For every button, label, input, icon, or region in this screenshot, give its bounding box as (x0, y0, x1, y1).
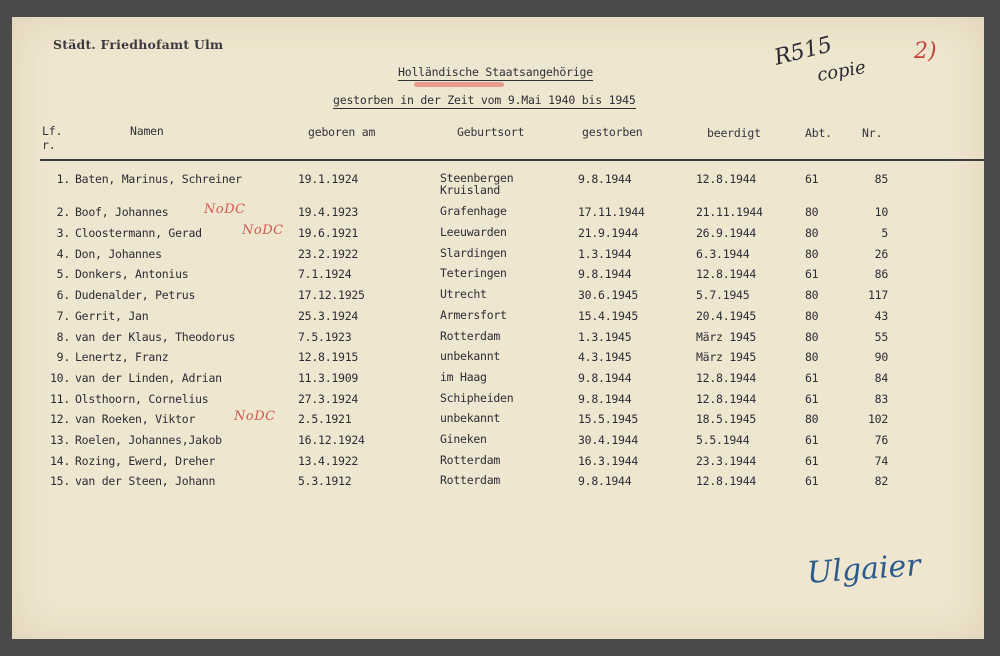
row-born: 16.12.1924 (298, 433, 365, 447)
row-name: Boof, Johannes (75, 205, 169, 219)
row-name: van Roeken, Viktor (75, 412, 196, 426)
row-number: 9. (56, 350, 70, 364)
row-buried: 12.8.1944 (696, 371, 757, 385)
handwritten-copy-note: copie (815, 56, 868, 87)
document-page (12, 17, 984, 639)
row-died: 16.3.1944 (578, 454, 639, 468)
row-birthplace: Schipheiden (440, 391, 514, 405)
column-header-died: gestorben (582, 125, 643, 139)
row-abt: 80 (805, 247, 819, 261)
row-buried: März 1945 (696, 330, 757, 344)
row-number: 5. (56, 267, 70, 281)
row-abt: 61 (805, 454, 819, 468)
row-born: 19.6.1921 (298, 226, 359, 240)
row-abt: 61 (805, 371, 819, 385)
row-name: Olsthoorn, Cornelius (75, 392, 209, 406)
row-name: Lenertz, Franz (75, 350, 169, 364)
row-birthplace: Teteringen (440, 266, 507, 280)
row-number: 12. (49, 412, 70, 426)
row-number: 6. (56, 288, 70, 302)
row-abt: 80 (805, 330, 819, 344)
row-buried: 5.5.1944 (696, 433, 750, 447)
row-died: 21.9.1944 (578, 226, 639, 240)
row-buried: März 1945 (696, 350, 757, 364)
row-note: NoDC (242, 223, 284, 238)
row-number: 13. (49, 433, 70, 447)
column-header-lfr (42, 124, 62, 152)
row-died: 9.8.1944 (578, 172, 632, 186)
row-abt: 80 (805, 350, 819, 364)
row-buried: 12.8.1944 (696, 267, 757, 281)
row-number: 11. (49, 392, 70, 406)
row-died: 1.3.1944 (578, 247, 632, 261)
column-header-buried: beerdigt (707, 126, 761, 140)
row-died: 1.3.1945 (578, 330, 632, 344)
row-note: NoDC (234, 409, 276, 424)
row-number: 10. (49, 371, 70, 385)
row-name: Roelen, Johannes,Jakob (75, 433, 222, 447)
column-header-birthplace: Geburtsort (457, 125, 525, 139)
row-nr: 117 (867, 288, 888, 302)
row-abt: 80 (805, 226, 819, 240)
row-name: van der Linden, Adrian (75, 371, 222, 385)
row-birthplace: Rotterdam (440, 473, 501, 487)
row-name: Dudenalder, Petrus (75, 288, 196, 302)
row-died: 9.8.1944 (578, 267, 632, 281)
row-birthplace: Armersfort (440, 308, 507, 322)
row-died: 9.8.1944 (578, 474, 632, 488)
row-birthplace: unbekannt (440, 349, 501, 363)
row-died: 30.6.1945 (578, 288, 639, 302)
row-birthplace: Steenbergen Kruisland (440, 171, 514, 197)
row-nr: 83 (874, 392, 888, 406)
row-buried: 6.3.1944 (696, 247, 750, 261)
row-name: Donkers, Antonius (75, 267, 189, 281)
row-buried: 12.8.1944 (696, 172, 757, 186)
document-title: Holländische Staatsangehörige (398, 65, 593, 79)
row-number: 14. (49, 454, 70, 468)
row-born: 5.3.1912 (298, 474, 352, 488)
row-abt: 61 (805, 267, 819, 281)
row-number: 1. (56, 172, 70, 186)
row-abt: 80 (805, 205, 819, 219)
page-number: 2) (914, 39, 937, 64)
row-abt: 80 (805, 309, 819, 323)
column-header-nr: Nr. (862, 126, 883, 140)
row-birthplace: unbekannt (440, 411, 501, 425)
row-name: Cloostermann, Gerad (75, 226, 202, 240)
red-underline-mark (414, 82, 504, 87)
row-nr: 86 (874, 267, 888, 281)
row-buried: 26.9.1944 (696, 226, 757, 240)
column-header-born: geboren am (308, 125, 376, 139)
row-buried: 5.7.1945 (696, 288, 750, 302)
row-died: 15.5.1945 (578, 412, 639, 426)
row-birthplace: Gineken (440, 432, 487, 446)
row-buried: 20.4.1945 (696, 309, 757, 323)
row-nr: 26 (874, 247, 888, 261)
row-nr: 90 (874, 350, 888, 364)
handwritten-reference: R515 (771, 32, 835, 71)
row-nr: 85 (874, 172, 888, 186)
row-died: 30.4.1944 (578, 433, 639, 447)
row-died: 9.8.1944 (578, 371, 632, 385)
row-born: 27.3.1924 (298, 392, 359, 406)
row-name: van der Steen, Johann (75, 474, 216, 488)
row-died: 9.8.1944 (578, 392, 632, 406)
row-birthplace: Utrecht (440, 287, 487, 301)
row-born: 2.5.1921 (298, 412, 352, 426)
row-number: 15. (49, 474, 70, 488)
row-buried: 23.3.1944 (696, 454, 757, 468)
row-birthplace: Leeuwarden (440, 225, 507, 239)
office-heading: Städt. Friedhofamt Ulm (53, 37, 224, 52)
row-buried: 12.8.1944 (696, 392, 757, 406)
signature: Ulgaier (805, 548, 922, 591)
row-abt: 61 (805, 474, 819, 488)
row-number: 8. (56, 330, 70, 344)
row-nr: 82 (874, 474, 888, 488)
header-rule (40, 159, 984, 161)
row-birthplace: Slardingen (440, 246, 507, 260)
row-buried: 21.11.1944 (696, 205, 763, 219)
row-birthplace: Grafenhage (440, 204, 507, 218)
document-subtitle: gestorben in der Zeit vom 9.Mai 1940 bis 1945 (333, 93, 636, 107)
row-name: van der Klaus, Theodorus (75, 330, 236, 344)
row-number: 2. (56, 205, 70, 219)
row-nr: 84 (874, 371, 888, 385)
row-nr: 5 (881, 226, 888, 240)
row-number: 4. (56, 247, 70, 261)
row-nr: 76 (874, 433, 888, 447)
row-buried: 12.8.1944 (696, 474, 757, 488)
row-born: 12.8.1915 (298, 350, 359, 364)
row-name: Gerrit, Jan (75, 309, 149, 323)
row-born: 19.1.1924 (298, 172, 359, 186)
row-died: 17.11.1944 (578, 205, 645, 219)
row-abt: 80 (805, 288, 819, 302)
row-number: 7. (56, 309, 70, 323)
column-header-name: Namen (130, 124, 164, 138)
column-header-lfr-text: Lf. r. (42, 124, 63, 152)
row-abt: 61 (805, 392, 819, 406)
row-nr: 55 (874, 330, 888, 344)
row-abt: 61 (805, 433, 819, 447)
row-birthplace: Rotterdam (440, 329, 501, 343)
row-name: Don, Johannes (75, 247, 162, 261)
row-born: 17.12.1925 (298, 288, 365, 302)
row-born: 19.4.1923 (298, 205, 359, 219)
row-nr: 74 (874, 454, 888, 468)
row-born: 23.2.1922 (298, 247, 359, 261)
row-born: 11.3.1909 (298, 371, 359, 385)
row-buried: 18.5.1945 (696, 412, 757, 426)
row-born: 13.4.1922 (298, 454, 359, 468)
row-nr: 10 (874, 205, 888, 219)
row-died: 4.3.1945 (578, 350, 632, 364)
row-nr: 102 (867, 412, 888, 426)
row-birthplace: im Haag (440, 370, 487, 384)
row-abt: 80 (805, 412, 819, 426)
row-number: 3. (56, 226, 70, 240)
column-header-abt: Abt. (805, 126, 832, 140)
row-born: 25.3.1924 (298, 309, 359, 323)
row-nr: 43 (874, 309, 888, 323)
row-abt: 61 (805, 172, 819, 186)
row-note: NoDC (204, 202, 246, 217)
row-name: Baten, Marinus, Schreiner (75, 172, 242, 186)
row-died: 15.4.1945 (578, 309, 639, 323)
row-born: 7.1.1924 (298, 267, 352, 281)
row-name: Rozing, Ewerd, Dreher (75, 454, 216, 468)
row-born: 7.5.1923 (298, 330, 352, 344)
row-birthplace: Rotterdam (440, 453, 501, 467)
